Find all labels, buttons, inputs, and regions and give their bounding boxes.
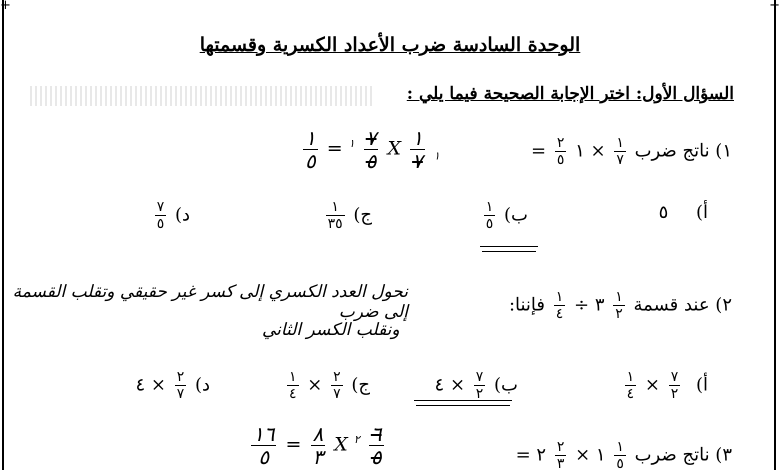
q3-hand-result: $\frac{١٦}{٥}$ bbox=[253, 422, 275, 469]
q1-option-c[interactable] bbox=[323, 200, 372, 231]
corner-mark-left: + bbox=[0, 0, 11, 13]
option-c-label: ج) bbox=[351, 374, 370, 396]
q3-fraction-a: $\frac{١}{٥}$ bbox=[616, 439, 624, 472]
q1-times: × bbox=[590, 140, 606, 162]
option-d-times: × bbox=[150, 374, 166, 396]
q1-answer-underline-1 bbox=[480, 246, 538, 247]
q1-hand-equals: = bbox=[326, 137, 343, 160]
q2-answer-underline-1 bbox=[414, 400, 512, 401]
q1-hand-x: X bbox=[387, 137, 402, 160]
option-a-label: أ) bbox=[695, 202, 708, 223]
option-a-label: أ) bbox=[695, 374, 708, 396]
q2-expression: ٣ ÷ bbox=[574, 294, 605, 316]
q2-suffix: فإننا: bbox=[508, 294, 546, 316]
option-c-label: ج) bbox=[353, 204, 372, 226]
q2-option-d[interactable] bbox=[135, 370, 210, 401]
option-c-fraction-2: $\frac{١}{٤}$ bbox=[288, 369, 297, 402]
q2-answer-underline-2 bbox=[416, 405, 510, 406]
q1-hand-cancel-mark: ١ bbox=[348, 137, 355, 151]
right-border bbox=[774, 0, 776, 470]
q1-hand-fraction-1: $\frac{١}{٧}$ bbox=[412, 126, 423, 173]
q2-option-b[interactable] bbox=[435, 370, 518, 401]
option-a-times: × bbox=[644, 374, 660, 396]
corner-mark-right: + bbox=[769, 0, 780, 13]
scan-noise-area bbox=[30, 86, 375, 106]
option-b-label: ب) bbox=[504, 204, 528, 226]
q1-hand-result: $\frac{١}{٥}$ bbox=[305, 126, 316, 173]
left-border bbox=[2, 0, 4, 470]
q1-answer-underline-2 bbox=[482, 251, 536, 252]
option-b-label: ب) bbox=[494, 374, 518, 396]
q3-hand-x: X bbox=[334, 433, 348, 456]
q3-hand-equals: = bbox=[285, 433, 302, 456]
q2-handwritten-note-2: ونقلب الكسر الثاني bbox=[262, 320, 400, 340]
q3-hand-fraction-2: $\frac{٨}{٣}$ bbox=[312, 422, 324, 469]
q1-fraction-b: $\frac{٢}{٥}$ bbox=[556, 135, 565, 168]
q2-fraction-b: $\frac{١}{٤}$ bbox=[555, 289, 564, 322]
q1-whole: ١ bbox=[575, 140, 585, 162]
option-d-label: د) bbox=[194, 374, 210, 396]
option-d-fraction: $\frac{٧}{٥}$ bbox=[156, 199, 165, 232]
q1-hand-fraction-2: $\frac{٧}{٥}$ bbox=[365, 126, 377, 173]
option-d-number: ٤ bbox=[135, 374, 146, 396]
q1-fraction-a: $\frac{١}{٧}$ bbox=[616, 135, 624, 168]
q2-fraction-a: $\frac{١}{٢}$ bbox=[615, 289, 623, 322]
q3-fraction-b: $\frac{٢}{٣}$ bbox=[556, 439, 565, 472]
option-d-label: د) bbox=[174, 204, 190, 226]
option-b-fraction: $\frac{٧}{٢}$ bbox=[475, 369, 484, 402]
q3-times: × bbox=[575, 444, 591, 466]
q1-option-b[interactable] bbox=[481, 200, 528, 231]
q1-handwritten-work bbox=[300, 128, 440, 171]
page-title: الوحدة السادسة ضرب الأعداد الكسرية وقسمتها bbox=[199, 34, 581, 56]
option-a-value: ٥ bbox=[658, 202, 669, 223]
option-c-fraction: $\frac{١}{٣٥}$ bbox=[327, 199, 343, 232]
q2-statement bbox=[509, 290, 732, 321]
q2-option-c[interactable] bbox=[284, 370, 370, 401]
q3-hand-fraction-1: $\frac{٦}{٥}$ bbox=[370, 422, 382, 469]
section-heading: السؤال الأول: اختر الإجابة الصحيحة فيما يلي : bbox=[406, 84, 734, 104]
q3-equals: = bbox=[515, 444, 531, 466]
q2-label: ٢) عند قسمة bbox=[633, 294, 732, 316]
option-b-fraction: $\frac{١}{٥}$ bbox=[485, 199, 494, 232]
q3-whole-1: ١ bbox=[595, 444, 606, 466]
option-c-times: × bbox=[307, 374, 323, 396]
q1-option-a[interactable] bbox=[659, 202, 708, 223]
q3-label: ٣) ناتج ضرب bbox=[634, 444, 732, 466]
option-b-times: × bbox=[449, 374, 466, 396]
q2-handwritten-note-1: نحول العدد الكسري إلى كسر غير حقيقي وتقلب القسمة إلى ضرب bbox=[12, 282, 408, 322]
q3-handwritten-work bbox=[248, 424, 387, 467]
q1-option-d[interactable] bbox=[152, 200, 190, 231]
q1-hand-below-mark: ١ bbox=[433, 149, 440, 163]
option-c-fraction-1: $\frac{٢}{٧}$ bbox=[333, 369, 341, 402]
option-d-fraction: $\frac{٢}{٧}$ bbox=[176, 369, 185, 402]
q3-statement bbox=[516, 440, 732, 471]
q2-option-a[interactable] bbox=[622, 370, 708, 401]
q1-label: ١) ناتج ضرب bbox=[634, 140, 732, 162]
option-b-number: ٤ bbox=[434, 374, 445, 396]
q3-hand-cancel-mark: ٢ bbox=[353, 433, 360, 447]
q1-equals: = bbox=[530, 140, 547, 162]
q3-whole-2: ٢ bbox=[536, 444, 547, 466]
option-a-fraction-2: $\frac{١}{٤}$ bbox=[626, 369, 635, 402]
q1-statement bbox=[531, 136, 732, 167]
option-a-fraction-1: $\frac{٧}{٢}$ bbox=[670, 369, 679, 402]
